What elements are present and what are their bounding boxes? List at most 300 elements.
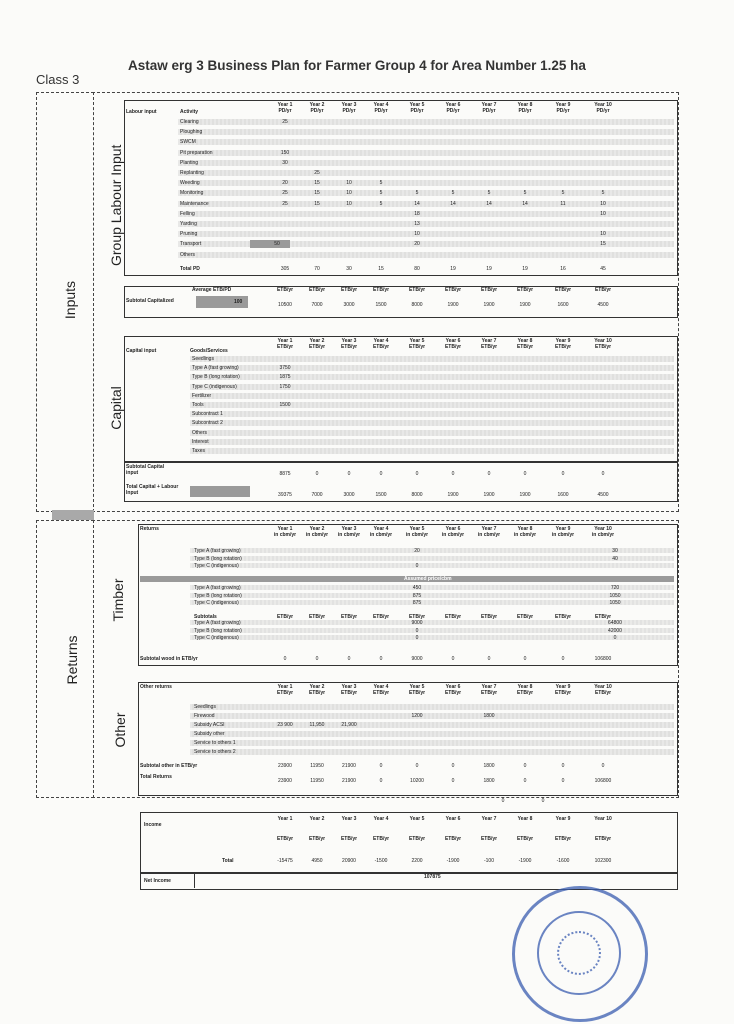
stamp-inner-ring	[537, 911, 621, 995]
labour-activity-11: Yarding	[180, 221, 197, 227]
other-total-1: 23900	[278, 778, 292, 784]
other-row3-val-1: 23 900	[277, 722, 293, 728]
labour-row9-val-4: 5	[379, 200, 383, 207]
labour-row6-val-2: 25	[314, 170, 320, 176]
timber-unit-1: in cbm/yr	[273, 532, 297, 538]
other-year-7: Year 7	[481, 684, 497, 690]
labour-activity-4: Pit preparation	[180, 149, 213, 156]
other-unit-5: ETB/yr	[408, 690, 426, 696]
income-total-9: -1600	[556, 858, 570, 864]
capital-row-stripe	[190, 448, 674, 454]
class-label: Class 3	[36, 72, 80, 87]
timber-g2-y5-3: 875	[412, 600, 422, 606]
labour-row9-val-10: 10	[600, 200, 606, 207]
timber-year-4: Year 4	[373, 526, 389, 532]
net-income-value: 107875	[424, 874, 441, 880]
timber-etb-unit-7: ETB/yr	[480, 614, 498, 620]
labour-row8-val-1: 25	[282, 190, 288, 197]
other-total-10: 106800	[594, 778, 612, 784]
labour-year-8: Year 8	[517, 102, 533, 108]
capital-item-val-4: 1750	[279, 383, 291, 390]
timber-g3-y5-3: 0	[415, 635, 419, 641]
labour-unit-8: PD/yr	[518, 108, 532, 114]
labour-row10-val-5: 18	[414, 210, 420, 217]
timber-unit-10: in cbm/yr	[591, 532, 615, 538]
timber-unit-7: in cbm/yr	[477, 532, 501, 538]
other-sub-8: 0	[523, 763, 527, 769]
capital-row-stripe	[190, 430, 674, 436]
labour-total-7: 19	[486, 266, 492, 272]
capital-subtotal-10: 0	[601, 471, 605, 477]
other-unit-2: ETB/yr	[308, 690, 326, 696]
timber-subwood-3: 0	[347, 656, 351, 662]
capital-total-1: 39375	[278, 492, 292, 498]
timber-subwood-2: 0	[315, 656, 319, 662]
capital-year-6: Year 6	[445, 338, 461, 344]
labour-avg-unit-9: ETB/yr	[554, 287, 572, 293]
other-header-left: Other returns	[140, 684, 172, 690]
other-total-8: 0	[523, 778, 527, 784]
timber-g2-y10-2: 1050	[609, 592, 621, 599]
capital-row-stripe	[190, 356, 674, 362]
capital-year-4: Year 4	[373, 338, 389, 344]
income-year-4: Year 4	[373, 816, 389, 822]
labour-row8-val-8: 5	[523, 190, 527, 197]
labour-total-3: 30	[346, 266, 352, 272]
capital-unit-1: ETB/yr	[276, 344, 294, 350]
timber-label: Timber	[110, 578, 126, 622]
capital-unit-7: ETB/yr	[480, 344, 498, 350]
other-item-3: Subsidy ACSI	[194, 722, 225, 728]
labour-activity-8: Monitoring	[180, 190, 204, 197]
group-labour-label: Group Labour Input	[108, 144, 124, 266]
timber-year-5: Year 5	[409, 526, 425, 532]
other-year-2: Year 2	[309, 684, 325, 690]
capital-unit-8: ETB/yr	[516, 344, 534, 350]
labour-subtotal-5: 8000	[411, 302, 423, 308]
income-unit-10: ETB/yr	[594, 836, 612, 842]
timber-g1-type-3: Type C (indigenous)	[194, 563, 239, 569]
labour-year-9: Year 9	[555, 102, 571, 108]
timber-g3-y10-2: 42000	[608, 627, 622, 634]
income-total-6: -1900	[446, 858, 460, 864]
timber-subwood-6: 0	[451, 656, 455, 662]
other-total-7: 1800	[483, 778, 495, 784]
labour-year-7: Year 7	[481, 102, 497, 108]
capital-subtotal-1: 8875	[279, 471, 291, 477]
capital-row-stripe	[190, 384, 674, 390]
labour-activity-13: Transport	[180, 241, 202, 248]
other-unit-9: ETB/yr	[554, 690, 572, 696]
timber-g1-y5-3: 0	[415, 563, 419, 569]
other-sub-3: 21900	[342, 763, 356, 769]
capital-subtotal-6: 0	[451, 471, 455, 477]
capital-subtotal-2: 0	[315, 471, 319, 477]
other-label: Other	[112, 712, 128, 748]
other-row-stripe	[190, 713, 674, 719]
labour-subtotal-9: 1600	[557, 302, 569, 308]
capital-year-5: Year 5	[409, 338, 425, 344]
capital-year-3: Year 3	[341, 338, 357, 344]
labour-row9-val-9: 11	[560, 200, 566, 207]
other-year-4: Year 4	[373, 684, 389, 690]
labour-subtotal-1: 10500	[278, 302, 292, 308]
labour-avg-unit-7: ETB/yr	[480, 287, 498, 293]
other-unit-7: ETB/yr	[480, 690, 498, 696]
timber-g1-type-1: Type A (fast growing)	[194, 548, 241, 554]
capital-item-6: Tools	[192, 402, 204, 408]
timber-etb-unit-8: ETB/yr	[516, 614, 534, 620]
other-item-6: Service to others 2	[194, 749, 236, 755]
timber-g3-y10-3: 0	[613, 635, 617, 641]
capital-total-6: 1900	[447, 492, 459, 498]
timber-g3-type-2: Type B (long rotation)	[194, 627, 242, 634]
net-income-label: Net Income	[144, 878, 171, 884]
labour-avg-unit-6: ETB/yr	[444, 287, 462, 293]
capital-subtotal-7: 0	[487, 471, 491, 477]
income-unit-7: ETB/yr	[480, 836, 498, 842]
capital-row-stripe	[190, 402, 674, 408]
labour-year-3: Year 3	[341, 102, 357, 108]
income-year-6: Year 6	[445, 816, 461, 822]
labour-activity-12: Pruning	[180, 231, 198, 238]
labour-row-stripe	[178, 170, 674, 176]
other-total-3: 21900	[342, 778, 356, 784]
labour-row7-val-3: 10	[346, 180, 352, 187]
labour-row1-val-1: 25	[282, 119, 288, 125]
labour-header-activity: Activity	[180, 109, 199, 115]
labour-row5-val-1: 30	[282, 159, 288, 166]
net-income-divider	[194, 872, 195, 888]
labour-row9-val-6: 14	[450, 200, 456, 207]
avg-label: Average ETB/PD	[192, 287, 232, 293]
timber-g3-y10-1: 64800	[608, 620, 622, 626]
capital-total-3: 3000	[343, 492, 355, 498]
timber-subwood-4: 0	[379, 656, 383, 662]
other-item-5: Service to others 1	[194, 740, 236, 746]
income-total-1: -15475	[277, 858, 293, 864]
labour-subtotal-label: Subtotal Capitalized	[126, 298, 174, 304]
income-unit-3: ETB/yr	[340, 836, 358, 842]
capital-unit-10: ETB/yr	[594, 344, 612, 350]
other-year-5: Year 5	[409, 684, 425, 690]
labour-row4-val-1: 150	[280, 149, 290, 156]
income-year-2: Year 2	[309, 816, 325, 822]
labour-avg-unit-1: ETB/yr	[276, 287, 294, 293]
other-unit-10: ETB/yr	[594, 690, 612, 696]
capital-year-2: Year 2	[309, 338, 325, 344]
income-unit-8: ETB/yr	[516, 836, 534, 842]
other-item-2: Firewood	[194, 713, 215, 719]
labour-activity-10: Felling	[180, 210, 195, 217]
capital-gray-box	[190, 486, 250, 497]
labour-row7-val-2: 15	[314, 180, 320, 187]
capital-total-2: 7000	[311, 492, 323, 498]
labour-year-5: Year 5	[409, 102, 425, 108]
capital-item-10: Interest	[192, 438, 209, 445]
labour-year-1: Year 1	[277, 102, 293, 108]
other-sub-4: 0	[379, 763, 383, 769]
capital-row-stripe	[190, 420, 674, 426]
labour-row8-val-5: 5	[415, 190, 419, 197]
capital-subtotal-5: 0	[415, 471, 419, 477]
timber-g2-type-1: Type A (fast growing)	[194, 585, 241, 591]
timber-etb-unit-2: ETB/yr	[308, 614, 326, 620]
other-total-label: Total Returns	[140, 774, 172, 780]
other-below-2: 0	[541, 798, 545, 804]
income-total-5: 2200	[411, 858, 423, 864]
timber-row-stripe	[190, 563, 674, 568]
labour-row13-val-5: 20	[414, 241, 420, 248]
capital-unit-5: ETB/yr	[408, 344, 426, 350]
other-year-1: Year 1	[277, 684, 293, 690]
income-total-3: 20900	[342, 858, 356, 864]
returns-label: Returns	[64, 635, 80, 685]
timber-year-6: Year 6	[445, 526, 461, 532]
timber-subwood-1: 0	[283, 656, 287, 662]
income-year-10: Year 10	[594, 816, 612, 822]
labour-activity-1: Clearing	[180, 119, 199, 125]
labour-avg-unit-10: ETB/yr	[594, 287, 612, 293]
other-unit-6: ETB/yr	[444, 690, 462, 696]
capital-item-val-6: 1500	[279, 402, 291, 408]
timber-subtotal-wood-label: Subtotal wood in ETB/yr	[140, 656, 198, 662]
labour-total-6: 19	[450, 266, 456, 272]
labour-year-4: Year 4	[373, 102, 389, 108]
capital-year-7: Year 7	[481, 338, 497, 344]
labour-total-2: 70	[314, 266, 320, 272]
page-title: Astaw erg 3 Business Plan for Farmer Group 4 for Area Number 1.25 ha	[128, 58, 586, 73]
timber-etb-unit-9: ETB/yr	[554, 614, 572, 620]
timber-unit-9: in cbm/yr	[551, 532, 575, 538]
labour-table	[124, 100, 678, 276]
income-unit-4: ETB/yr	[372, 836, 390, 842]
timber-g1-y10-2: 40	[612, 555, 618, 562]
labour-row-stripe	[178, 119, 674, 125]
labour-avg-unit-8: ETB/yr	[516, 287, 534, 293]
labour-unit-4: PD/yr	[374, 108, 388, 114]
other-subtotal-label: Subtotal other in ETB/yr	[140, 763, 198, 769]
labour-row9-val-3: 10	[346, 200, 352, 207]
other-sub-5: 0	[415, 763, 419, 769]
capital-total-label: Total Capital + Labour Input	[126, 484, 179, 496]
timber-header-left: Returns	[140, 526, 159, 532]
timber-etb-unit-3: ETB/yr	[340, 614, 358, 620]
labour-year-10: Year 10	[594, 102, 612, 108]
income-year-5: Year 5	[409, 816, 425, 822]
labour-row-stripe	[178, 180, 674, 186]
labour-unit-1: PD/yr	[278, 108, 292, 114]
income-total-10: 102300	[594, 858, 612, 864]
income-label: Income	[144, 822, 162, 828]
other-year-9: Year 9	[555, 684, 571, 690]
capital-row-stripe	[190, 374, 674, 380]
timber-subwood-5: 9000	[411, 656, 423, 662]
capital-item-3: Type B (long rotation)	[192, 374, 240, 381]
timber-etb-unit-6: ETB/yr	[444, 614, 462, 620]
other-row3-val-3: 21,900	[341, 722, 357, 728]
labour-row-stripe	[178, 252, 674, 258]
capital-total-8: 1900	[519, 492, 531, 498]
timber-year-3: Year 3	[341, 526, 357, 532]
labour-activity-7: Weeding	[180, 180, 200, 187]
timber-g3-y5-2: 0	[415, 627, 419, 634]
capital-unit-2: ETB/yr	[308, 344, 326, 350]
labour-total-1: 305	[280, 266, 290, 272]
timber-g3-type-3: Type C (indigenous)	[194, 635, 239, 641]
labour-avg-unit-4: ETB/yr	[372, 287, 390, 293]
other-below-1: 0	[501, 798, 505, 804]
capital-unit-4: ETB/yr	[372, 344, 390, 350]
capital-item-val-3: 1875	[279, 374, 291, 381]
timber-subwood-8: 0	[523, 656, 527, 662]
capital-total-7: 1900	[483, 492, 495, 498]
labour-activity-5: Planting	[180, 159, 199, 166]
timber-etb-unit-1: ETB/yr	[276, 614, 294, 620]
income-unit-2: ETB/yr	[308, 836, 326, 842]
labour-activity-14: Others	[180, 251, 196, 258]
other-total-4: 0	[379, 778, 383, 784]
timber-subwood-9: 0	[561, 656, 565, 662]
income-unit-6: ETB/yr	[444, 836, 462, 842]
labour-activity-2: Ploughing	[180, 129, 203, 136]
timber-g2-type-2: Type B (long rotation)	[194, 592, 242, 599]
other-year-6: Year 6	[445, 684, 461, 690]
labour-subtotal-2: 7000	[311, 302, 323, 308]
income-year-1: Year 1	[277, 816, 293, 822]
timber-g2-y5-2: 875	[412, 592, 422, 599]
labour-avg-unit-5: ETB/yr	[408, 287, 426, 293]
timber-g1-y5-1: 20	[414, 548, 420, 554]
labour-subtotal-7: 1900	[483, 302, 495, 308]
labour-row9-val-1: 25	[282, 200, 288, 207]
labour-unit-5: PD/yr	[410, 108, 424, 114]
capital-subtotal-8: 0	[523, 471, 527, 477]
separator-bar	[52, 510, 94, 520]
capital-row-stripe	[190, 439, 674, 445]
timber-subtotals-label: Subtotals	[194, 614, 217, 620]
labour-row8-val-6: 5	[451, 190, 455, 197]
timber-subwood-10: 106800	[594, 656, 612, 662]
capital-year-9: Year 9	[555, 338, 571, 344]
capital-row-stripe	[190, 393, 674, 399]
labour-avg-unit-3: ETB/yr	[340, 287, 358, 293]
income-year-8: Year 8	[517, 816, 533, 822]
timber-g1-y10-1: 30	[612, 548, 618, 554]
labour-row7-val-4: 5	[379, 180, 383, 187]
timber-g2-y10-1: 720	[610, 585, 620, 591]
labour-row-stripe	[178, 139, 674, 145]
labour-row8-val-10: 5	[601, 190, 605, 197]
other-total-5: 10200	[410, 778, 424, 784]
labour-year-2: Year 2	[309, 102, 325, 108]
labour-row8-val-3: 10	[346, 190, 352, 197]
labour-unit-3: PD/yr	[342, 108, 356, 114]
labour-total-label: Total PD	[180, 266, 200, 272]
labour-year-6: Year 6	[445, 102, 461, 108]
capital-unit-9: ETB/yr	[554, 344, 572, 350]
labour-activity-3: SWCM	[180, 139, 196, 146]
timber-subwood-7: 0	[487, 656, 491, 662]
capital-subtotal-3: 0	[347, 471, 351, 477]
labour-total-5: 80	[414, 266, 420, 272]
other-sub-6: 0	[451, 763, 455, 769]
timber-g3-type-1: Type A (fast growing)	[194, 620, 241, 626]
other-total-2: 11950	[310, 778, 324, 784]
labour-total-10: 45	[600, 266, 606, 272]
labour-unit-10: PD/yr	[596, 108, 610, 114]
avg-value: 100	[234, 299, 243, 305]
timber-year-9: Year 9	[555, 526, 571, 532]
transport-value: 50	[274, 241, 280, 248]
labour-row11-val-5: 13	[414, 221, 420, 227]
labour-row9-val-5: 14	[414, 200, 420, 207]
other-sub-1: 23900	[278, 763, 292, 769]
other-row3-val-2: 11,950	[309, 722, 325, 728]
other-year-8: Year 8	[517, 684, 533, 690]
other-sub-7: 1800	[483, 763, 495, 769]
income-total-7: -100	[483, 858, 494, 864]
labour-row9-val-7: 14	[486, 200, 492, 207]
inputs-label: Inputs	[62, 280, 78, 320]
other-sub-10: 0	[601, 763, 605, 769]
capital-header-left: Capital input	[126, 348, 157, 354]
other-unit-4: ETB/yr	[372, 690, 390, 696]
labour-unit-7: PD/yr	[482, 108, 496, 114]
timber-etb-unit-4: ETB/yr	[372, 614, 390, 620]
labour-subtotal-3: 3000	[343, 302, 355, 308]
timber-g3-y5-1: 9000	[411, 620, 423, 626]
timber-unit-4: in cbm/yr	[369, 532, 393, 538]
income-year-7: Year 7	[481, 816, 497, 822]
income-total-2: 4950	[311, 858, 323, 864]
capital-label: Capital	[108, 386, 124, 430]
labour-row13-val-10: 15	[600, 241, 606, 248]
other-total-6: 0	[451, 778, 455, 784]
capital-item-11: Taxes	[192, 448, 206, 454]
timber-unit-3: in cbm/yr	[337, 532, 361, 538]
labour-row-stripe	[178, 160, 674, 166]
other-unit-8: ETB/yr	[516, 690, 534, 696]
capital-year-10: Year 10	[594, 338, 612, 344]
other-row2-val-7: 1800	[483, 713, 495, 719]
assumed-price-label: Assumed price/cbm	[404, 576, 452, 582]
capital-item-8: Subcontract 2	[192, 420, 223, 427]
capital-row-stripe	[190, 411, 674, 417]
timber-unit-6: in cbm/yr	[441, 532, 465, 538]
other-year-3: Year 3	[341, 684, 357, 690]
official-stamp	[512, 886, 648, 1022]
other-sub-9: 0	[561, 763, 565, 769]
capital-item-9: Others	[192, 429, 208, 436]
income-unit-1: ETB/yr	[276, 836, 294, 842]
capital-row-stripe	[190, 365, 674, 371]
capital-unit-6: ETB/yr	[444, 344, 462, 350]
labour-row12-val-5: 10	[414, 231, 420, 238]
capital-year-1: Year 1	[277, 338, 293, 344]
labour-subtotal-10: 4500	[597, 302, 609, 308]
capital-item-2: Type A (fast growing)	[192, 365, 239, 372]
other-row-stripe	[190, 740, 674, 746]
labour-activity-9: Maintenance	[180, 200, 209, 207]
labour-unit-9: PD/yr	[556, 108, 570, 114]
labour-activity-6: Replanting	[180, 170, 204, 176]
timber-unit-2: in cbm/yr	[305, 532, 329, 538]
timber-year-2: Year 2	[309, 526, 325, 532]
timber-unit-8: in cbm/yr	[513, 532, 537, 538]
timber-year-8: Year 8	[517, 526, 533, 532]
labour-avg-unit-2: ETB/yr	[308, 287, 326, 293]
